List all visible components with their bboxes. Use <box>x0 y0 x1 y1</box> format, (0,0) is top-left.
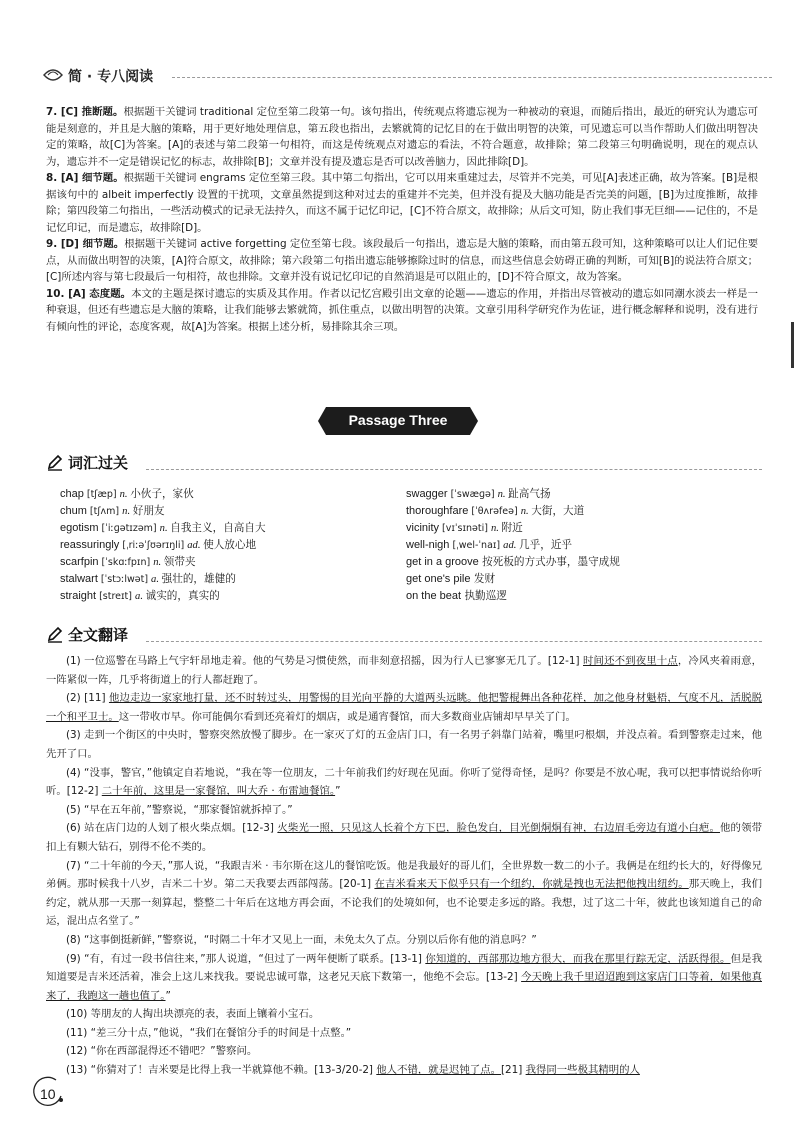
vocab-pos: n. <box>520 506 532 517</box>
paragraph-text: 但是我知道要是吉米还活着，准会上这儿来找我。要说忠诚可靠，这老兄天底下数第一，他绝不会忘。[13-2] <box>46 952 763 984</box>
vocab-pos: n. <box>122 506 133 517</box>
translation-section-header <box>46 624 762 646</box>
header-title: 简 · 专八阅读 <box>68 69 154 85</box>
vocab-phonetic: [ˈstɔːlwət] <box>97 574 152 585</box>
vocab-pos: n. <box>159 523 171 534</box>
paragraph-text: (9) “有，有过一段书信往来，”那人说道，“但过了一两年便断了联系。[13-1] <box>66 952 426 965</box>
vocab-word: chap <box>60 488 84 500</box>
answer-number: 8. <box>46 172 61 184</box>
paragraph-text: ，冷风夹着雨意，一阵紧似一阵，几乎将街道上的行人都赶跑了。 <box>46 655 763 686</box>
paragraph-text: ” <box>165 989 171 1002</box>
vocab-phonetic: [streɪt] <box>96 591 136 602</box>
vocab-item <box>60 520 400 537</box>
vocab-phonetic: [ˈiːɡətɪzəm] <box>98 523 160 534</box>
paragraph-text: (6) 站在店门边的人划了根火柴点烟。[12-3] <box>66 822 278 835</box>
passage-banner <box>318 407 478 435</box>
vocab-title: 词汇过关 <box>68 454 129 472</box>
answer-item <box>46 236 758 286</box>
translation-paragraph <box>46 819 762 856</box>
vocab-word: stalwart <box>60 573 98 585</box>
paragraph-text: (2) [11] <box>66 692 109 705</box>
answer-text: 根据题干关键词 traditional 定位至第二段第一句。该句指出，传统观点将遗忘视为一种被动的衰退，而随后指出，最近的研究认为遗忘可能是刻意的，并且是大脑的策略，用于更好地处理信息，第五段也指出，去繁就简的记忆目的在于做出明智的决策，可见遗忘可以当作帮助人们做出明智决定的策略，故[C]为答案。[A]的表述与第二段第一句相符，而这是传统观点对遗忘的看法，不符合题意，故排除；第二段第三句明确说明，现在的观点认为，遗忘并不一定是错误记忆的标志，故排除[B]；文章并没有提及遗忘是否可以改善脑力，因此排除[D]。 <box>46 106 758 168</box>
answer-item <box>46 286 758 336</box>
page-header <box>42 64 772 90</box>
vocab-item <box>406 537 746 554</box>
vocab-word: get in a groove <box>406 556 479 568</box>
vocab-item <box>60 588 400 605</box>
paragraph-text: (10) 等朋友的人掏出块漂亮的表，表面上镶着小宝石。 <box>66 1008 320 1021</box>
vocab-definition: 使人放心地 <box>203 539 257 551</box>
answer-number: 7. <box>46 106 61 118</box>
answer-explanations <box>46 104 758 335</box>
underlined-text: 火柴光一照，只见这人长着个方下巴，脸色发白，目光倒烔烔有神，右边眉毛旁边有道小白疤。 <box>277 822 720 835</box>
translation-paragraph <box>46 857 762 931</box>
vocab-item <box>60 571 400 588</box>
vocab-phonetic: [ˈswæɡə] <box>447 489 498 500</box>
underlined-text: 他边走边一家家地打量，还不时转过头，用警惕的目光向平静的大道两头远眺。他把警棍舞出各种花样，加之他身材魁梧，气度不凡，活脱脱一个和平卫士。 <box>46 692 763 723</box>
vocab-definition: 趾高气扬 <box>508 488 551 500</box>
vocab-definition: 附近 <box>501 522 523 534</box>
vocab-pos: n. <box>119 489 131 500</box>
vocab-definition: 自我主义，自高自大 <box>170 522 266 534</box>
underlined-text: 今天晚上我千里迢迢跑到这家店门口等着，如果他真来了，我跑这一趟也值了。 <box>46 971 762 1002</box>
page-number-badge <box>30 1074 66 1110</box>
answer-type: [D] 细节题。 <box>60 238 125 250</box>
vocab-word: get one's pile <box>406 573 471 585</box>
vocab-pos: ad. <box>187 540 204 551</box>
vocab-word: thoroughfare <box>406 505 469 517</box>
vocab-definition: 好朋友 <box>132 505 165 517</box>
header-divider <box>172 77 772 78</box>
vocab-section-header <box>46 452 762 474</box>
answer-number: 10. <box>46 287 69 300</box>
underlined-text: 我得同一些极其精明的人 <box>525 1064 640 1077</box>
paragraph-text: (1) 一位巡警在马路上气宇轩昂地走着。他的气势是习惯使然，而非刻意招摇，因为行人已寥寥无几了。[12-1] <box>66 655 583 667</box>
vocab-definition: 发财 <box>473 573 496 585</box>
vocab-word: on the beat <box>406 590 462 602</box>
vocab-phonetic: [ˈskɑːfpɪn] <box>98 557 154 568</box>
underlined-text: 他人不错，就是迟钝了点。 <box>376 1064 501 1077</box>
vocab-item <box>406 588 746 605</box>
translation-paragraph <box>46 726 762 763</box>
vocab-word: scarfpin <box>60 556 99 568</box>
paragraph-text: (12) “你在西部混得还不错吧？”警察问。 <box>66 1045 258 1058</box>
vocab-word: straight <box>60 590 97 602</box>
vocab-item <box>60 486 400 503</box>
vocab-pos: n. <box>490 523 502 534</box>
paragraph-text: 那天晚上，我们约定，就从那一天那一刻算起，整整二十年后在这地方再会面，不论我们的处境如何，也不论要走多远的路。我想，过了这二十年，彼此也该知道自己的命运，混出点名堂了。” <box>46 878 763 928</box>
paragraph-text: (4) “没事，警官，”他镇定自若地说，“我在等一位朋友，二十年前我们约好现在见面。你听了觉得奇怪，是吗？你要是不放心呢，我可以把事情说给你听听。[12-2] <box>46 766 762 798</box>
paragraph-text: (7) “二十年前的今天，”那人说，“我跟吉米 · 韦尔斯在这儿的餐馆吃饭。他是我最好的哥儿们，全世界数一数二的小子。我俩是在纽约长大的，好得像兄弟俩。那时候我十八岁，吉米二十岁。第二天我要去西部闯荡。[20-1] <box>46 859 762 891</box>
vocab-pos: a. <box>135 591 146 602</box>
vocab-item <box>406 503 746 520</box>
vocab-item <box>60 554 400 571</box>
vocab-phonetic: [tʃæp] <box>83 489 120 500</box>
vocab-item <box>406 520 746 537</box>
vocab-item <box>60 503 400 520</box>
vocab-pos: n. <box>497 489 509 500</box>
pencil-icon <box>46 453 64 471</box>
answer-type: [A] 态度题。 <box>68 287 132 300</box>
vocab-definition: 几乎，近乎 <box>519 539 573 551</box>
pencil-icon <box>46 625 64 643</box>
underlined-text: 时间还不到夜里十点 <box>583 655 678 667</box>
vocab-item <box>406 486 746 503</box>
translation-paragraph <box>46 801 762 820</box>
paragraph-text: 这一带收市早。你可能偶尔看到还亮着灯的烟店，或是通宵餐馆，而大多数商业店铺却早早关了门。 <box>118 710 576 723</box>
translation-paragraph <box>46 652 762 689</box>
answer-number: 9. <box>46 238 61 250</box>
vocab-definition: 诚实的，真实的 <box>145 590 220 602</box>
vocab-word: swagger <box>406 488 448 500</box>
underlined-text: 二十年前，这里是一家餐馆，叫大乔 · 布雷迪餐馆。 <box>101 785 336 798</box>
translation-paragraph <box>46 1042 762 1061</box>
paragraph-text: 他的领带扣上有颗大钻石，别得不伦不类的。 <box>46 822 763 853</box>
margin-mark <box>791 322 794 368</box>
vocab-phonetic: [ˌwel-ˈnaɪ] <box>449 540 504 551</box>
answer-type: [A] 细节题。 <box>60 172 124 184</box>
vocab-pos: ad. <box>503 540 520 551</box>
answer-text: 根据题干关键词 active forgetting 定位至第七段。该段最后一句指出，遗忘是大脑的策略，而由第五段可知，这种策略可以让人们记住要点，从而做出明智的决策，[A]符合原文，故排除；第六段第二句指出遗忘能够擦除过时的信息，而这些信息会妨碍正确的判断，可知[B]的说法符合原文；[C]所述内容与第七段最后一句相符，故也排除。文章并没有说记忆印记的自然消退是可以阻止的，[D]不符合原文，故为答案。 <box>46 238 758 283</box>
vocab-definition: 大街，大道 <box>531 505 585 517</box>
vocab-definition: 强壮的，雄健的 <box>161 573 236 585</box>
vocab-definition: 领带夹 <box>163 556 196 568</box>
vocab-item <box>406 571 746 588</box>
underlined-text: 你知道的，西部那边地方很大，而我在那里行踪无定，活跃得很。 <box>425 952 731 965</box>
vocab-pos: a. <box>151 574 162 585</box>
translation-paragraph <box>46 764 762 801</box>
vocab-item <box>60 537 400 554</box>
vocab-word: egotism <box>60 522 99 534</box>
answer-type: [C] 推断题。 <box>60 106 124 118</box>
vocab-phonetic: [tʃʌm] <box>86 506 123 517</box>
vocab-pos: n. <box>153 557 164 568</box>
underlined-text: 在吉米看来天下似乎只有一个纽约，你就是拽也无法把他拽出纽约。 <box>374 878 689 891</box>
translation-body <box>46 652 762 1080</box>
book-logo-icon <box>42 64 64 86</box>
paragraph-text: (5) “早在五年前，”警察说，“那家餐馆就拆掉了。” <box>66 803 293 816</box>
vocab-divider <box>146 469 762 470</box>
translation-paragraph <box>46 1024 762 1043</box>
vocab-word: reassuringly <box>60 539 120 551</box>
vocab-word: vicinity <box>406 522 440 534</box>
page-number: 10 <box>40 1086 56 1102</box>
banner-text: Passage Three <box>348 412 448 428</box>
paragraph-text: (11) “差三分十点，”他说，“我们在餐馆分手的时间是十点整。” <box>66 1026 352 1039</box>
vocab-definition: 执勤巡逻 <box>464 590 507 602</box>
vocab-phonetic: [ˌriːəˈʃʊərɪŋli] <box>119 540 188 551</box>
vocab-phonetic: [vɪˈsɪnəti] <box>439 523 491 534</box>
translation-title: 全文翻译 <box>68 626 129 644</box>
vocab-word: well-nigh <box>406 539 450 551</box>
translation-paragraph <box>46 1005 762 1024</box>
vocab-list <box>60 486 760 606</box>
paragraph-text: (3) 走到一个街区的中央时，警察突然放慢了脚步。在一家灭了灯的五金店门口，有一名男子斜靠门站着，嘴里叼根烟，并没点着。看到警察走过来，他先开了口。 <box>46 729 762 760</box>
paragraph-text: [21] <box>500 1064 526 1077</box>
vocab-phonetic: [ˈθʌrəfeə] <box>468 506 521 517</box>
answer-item <box>46 170 758 236</box>
vocab-word: chum <box>60 505 87 517</box>
translation-paragraph <box>46 1061 762 1080</box>
paragraph-text: ” <box>335 785 341 798</box>
translation-paragraph <box>46 689 762 726</box>
answer-text: 根据题干关键词 engrams 定位至第三段。其中第二句指出，它可以用来重建过去，尽管并不完美，可见[A]表述正确，故为答案。[B]是根据该句中的 albeit imperfectly 设置的干扰项，文章虽然提到这种对过去的重建并不完美，但并没有提及大脑功能是否完美的问题，[B]为过度推断，故排除；第四段第二句指出，一些活动模式的记录无法持久，而这不属于记忆印记，[C]不符合原文，故排除；从后文可知，防止我们事无巨细——记住的，不是记忆印记，而是遗忘，故排除[D]。 <box>46 172 758 234</box>
translation-paragraph <box>46 931 762 950</box>
translation-divider <box>146 641 762 642</box>
translation-paragraph <box>46 950 762 1006</box>
vocab-column-left <box>60 486 400 605</box>
vocab-definition: 小伙子，家伙 <box>130 488 194 500</box>
answer-item <box>46 104 758 170</box>
paragraph-text: (13) “你猜对了！吉米要是比得上我一半就算他不赖。[13-3/20-2] <box>66 1064 377 1077</box>
answer-text: 本文的主题是探讨遗忘的实质及其作用。作者以记忆宫殿引出文章的论题——遗忘的作用，并指出尽管被动的遗忘如同潮水淡去一样是一种衰退，但还有些遗忘是大脑的策略，让我们能够去繁就简，抓住重点，以做出明智的决策。文章引用科学研究作为佐证，进行概念解释和说明，没有进行有倾向性的评论，态度客观，故[A]为答案。根据上述分析，易排除其余三项。 <box>46 287 758 333</box>
vocab-definition: 按死板的方式办事，墨守成规 <box>482 556 620 568</box>
vocab-item <box>406 554 746 571</box>
paragraph-text: (8) “这事倒挺新鲜，”警察说，“时隔二十年才又见上一面，未免太久了点。分别以后你有他的消息吗？” <box>66 933 537 946</box>
vocab-column-right <box>406 486 746 605</box>
